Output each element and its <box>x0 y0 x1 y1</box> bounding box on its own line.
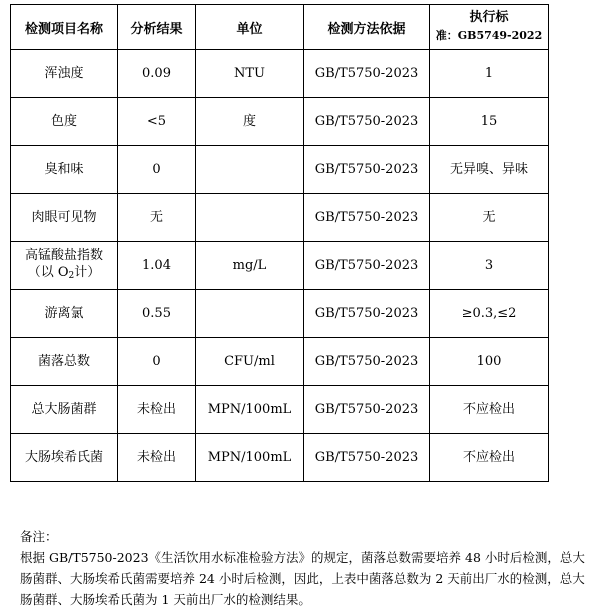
cell-item: 浑浊度 <box>11 50 118 98</box>
cell-result: 0 <box>118 146 196 194</box>
cell-unit <box>196 194 304 242</box>
cell-standard: 100 <box>430 338 549 386</box>
cell-method: GB/T5750-2023 <box>304 290 430 338</box>
notes-section <box>20 526 586 610</box>
cell-method: GB/T5750-2023 <box>304 434 430 482</box>
cell-item-line1: 高锰酸盐指数 <box>24 247 103 263</box>
cell-unit: mg/L <box>196 242 304 290</box>
cell-unit: NTU <box>196 50 304 98</box>
cell-method: GB/T5750-2023 <box>304 98 430 146</box>
table-row <box>11 338 549 386</box>
table-row <box>11 434 549 482</box>
cell-method: GB/T5750-2023 <box>304 386 430 434</box>
cell-result: <5 <box>118 98 196 146</box>
cell-unit: CFU/ml <box>196 338 304 386</box>
cell-item: 色度 <box>11 98 118 146</box>
cell-item: 肉眼可见物 <box>11 194 118 242</box>
cell-unit: MPN/100mL <box>196 434 304 482</box>
cell-method: GB/T5750-2023 <box>304 338 430 386</box>
cell-unit <box>196 146 304 194</box>
cell-result: 无 <box>118 194 196 242</box>
header-standard-line1: 执行标 <box>469 10 509 25</box>
table-row <box>11 386 549 434</box>
cell-result: 未检出 <box>118 386 196 434</box>
cell-item <box>11 242 118 290</box>
notes-body: 根据 GB/T5750-2023《生活饮用水标准检验方法》的规定，菌落总数需要培养 48 小时后检测，总大肠菌群、大肠埃希氏菌需要培养 24 小时后检测，因此，上表中菌落总数为 2 天前出厂水的检测，总大肠菌群、大肠埃希氏菌为 1 天前出厂水的检测结果。 <box>20 550 585 607</box>
cell-standard: 3 <box>430 242 549 290</box>
header-unit: 单位 <box>196 5 304 50</box>
table-row <box>11 50 549 98</box>
header-standard-line2: 准：GB5749-2022 <box>435 29 543 42</box>
water-quality-table <box>10 4 549 482</box>
cell-item: 菌落总数 <box>11 338 118 386</box>
table-header-row <box>11 5 549 50</box>
cell-result: 1.04 <box>118 242 196 290</box>
cell-item-line2-post: 计） <box>74 264 101 280</box>
cell-result: 0 <box>118 338 196 386</box>
header-standard <box>430 5 549 50</box>
cell-standard: 1 <box>430 50 549 98</box>
cell-item-line2-sub: 2 <box>68 270 75 281</box>
notes-title: 备注： <box>20 529 58 544</box>
header-method: 检测方法依据 <box>304 5 430 50</box>
cell-method: GB/T5750-2023 <box>304 50 430 98</box>
cell-unit: 度 <box>196 98 304 146</box>
cell-method: GB/T5750-2023 <box>304 194 430 242</box>
table-row <box>11 194 549 242</box>
cell-item: 游离氯 <box>11 290 118 338</box>
header-item-name: 检测项目名称 <box>11 5 118 50</box>
cell-standard: 无 <box>430 194 549 242</box>
cell-method: GB/T5750-2023 <box>304 146 430 194</box>
cell-standard: 无异嗅、异味 <box>430 146 549 194</box>
table-row <box>11 146 549 194</box>
cell-item: 臭和味 <box>11 146 118 194</box>
cell-result: 0.09 <box>118 50 196 98</box>
table-row <box>11 242 549 290</box>
cell-unit <box>196 290 304 338</box>
table-row <box>11 98 549 146</box>
cell-standard: 不应检出 <box>430 434 549 482</box>
header-result: 分析结果 <box>118 5 196 50</box>
cell-standard: 不应检出 <box>430 386 549 434</box>
cell-item: 大肠埃希氏菌 <box>11 434 118 482</box>
cell-item: 总大肠菌群 <box>11 386 118 434</box>
cell-standard: 15 <box>430 98 549 146</box>
cell-item-line2-pre: （以 O <box>27 264 69 280</box>
cell-method: GB/T5750-2023 <box>304 242 430 290</box>
table-row <box>11 290 549 338</box>
cell-result: 0.55 <box>118 290 196 338</box>
cell-result: 未检出 <box>118 434 196 482</box>
cell-standard: ≥0.3,≤2 <box>430 290 549 338</box>
cell-unit: MPN/100mL <box>196 386 304 434</box>
